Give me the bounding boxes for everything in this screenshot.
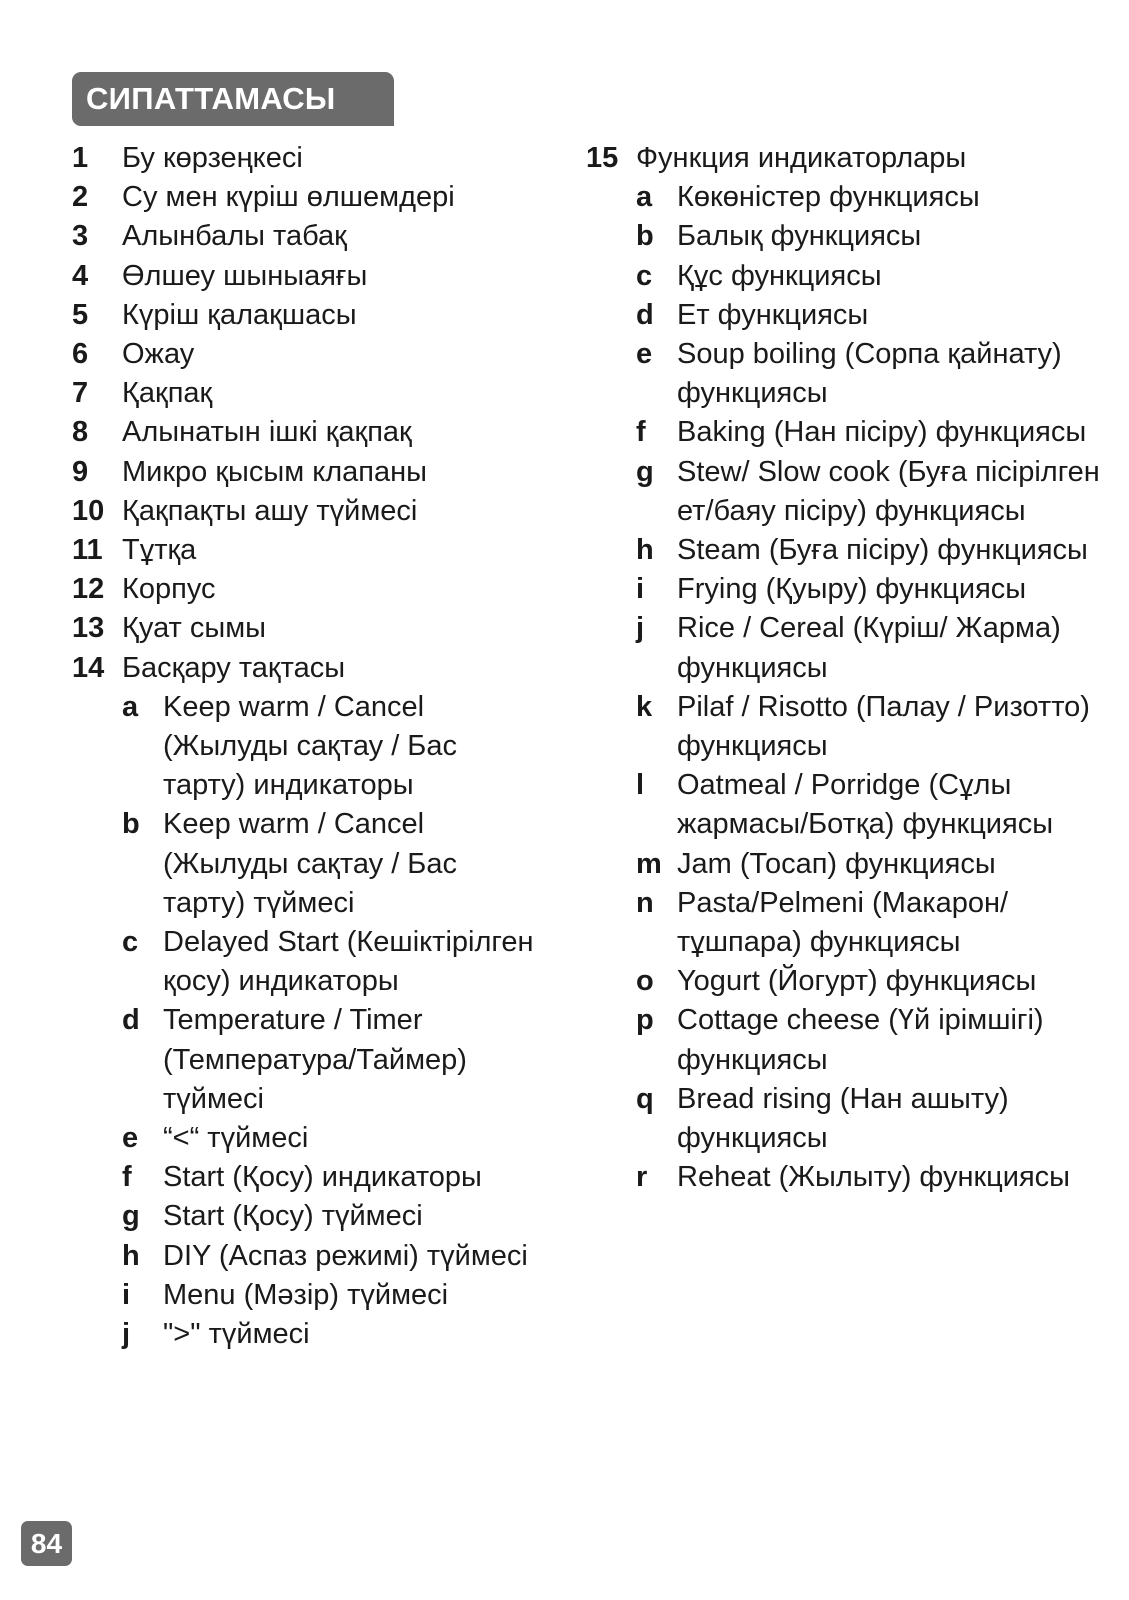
sub-item	[586, 531, 1106, 570]
sub-item-letter: h	[122, 1239, 140, 1272]
sub-item	[586, 1001, 1106, 1079]
item-number: 8	[72, 416, 89, 449]
sub-item-text: Start (Қосу) түймесі	[163, 1200, 423, 1233]
sub-item-letter: g	[122, 1200, 140, 1233]
sub-item	[72, 805, 542, 923]
sub-item-text: Yogurt (Йогурт) функциясы	[677, 965, 1037, 998]
sub-item-text: Menu (Мәзір) түймесі	[163, 1278, 449, 1311]
page-number-badge: 84	[21, 1521, 72, 1566]
sub-item-text: Temperature / Timer (Температура/Таймер) түймесі	[163, 1004, 467, 1115]
sub-item	[72, 1001, 542, 1119]
item-number: 11	[72, 534, 103, 567]
item-text: Микро қысым клапаны	[122, 455, 427, 488]
item-text: Басқару тақтасы	[122, 651, 346, 684]
sub-item-letter: c	[122, 926, 139, 959]
list-item	[72, 178, 542, 217]
sub-item	[586, 688, 1106, 766]
list-item	[72, 335, 542, 374]
item-text: Тұтқа	[122, 534, 197, 567]
sub-item-text: Cottage cheese (Үй ірімшігі) функциясы	[677, 1004, 1044, 1076]
list-item	[72, 649, 542, 688]
sub-item	[586, 766, 1106, 844]
sub-item-letter: f	[636, 416, 646, 449]
sub-item-letter: o	[636, 965, 654, 998]
sub-item	[72, 923, 542, 1001]
item-number: 14	[72, 651, 105, 684]
sub-item-letter: c	[636, 259, 653, 292]
item-number: 2	[72, 181, 89, 214]
sub-item-letter: e	[122, 1122, 139, 1155]
sub-item	[586, 1158, 1106, 1197]
sub-item-text: Құс функциясы	[677, 259, 882, 292]
list-item	[72, 570, 542, 609]
sub-item-letter: k	[636, 690, 653, 723]
item-text: Ожау	[122, 338, 195, 371]
sub-item	[586, 845, 1106, 884]
sub-item	[586, 217, 1106, 256]
item-number: 7	[72, 377, 89, 410]
list-item	[72, 531, 542, 570]
sub-item	[586, 962, 1106, 1001]
sub-item	[586, 453, 1106, 531]
sub-item-text: Frying (Қуыру) функциясы	[677, 573, 1027, 606]
item-text: Күріш қалақшасы	[122, 298, 357, 331]
item-text: Функция индикаторлары	[636, 142, 967, 174]
item-text: Алынбалы табақ	[122, 220, 347, 253]
sub-item-text: Көкөністер функциясы	[677, 181, 980, 214]
sub-item-text: Rice / Cereal (Күріш/ Жарма) функциясы	[677, 612, 1061, 684]
sub-item-letter: q	[636, 1082, 654, 1115]
sub-item	[586, 570, 1106, 609]
sub-item-letter: j	[636, 612, 645, 645]
sub-item-text: “<“ түймесі	[163, 1122, 309, 1155]
sub-item-text: Балық функциясы	[677, 220, 922, 253]
sub-item-text: Bread rising (Нан ашыту) функциясы	[677, 1082, 1009, 1155]
sub-item	[586, 296, 1106, 335]
sub-item	[72, 1237, 542, 1276]
sub-item-letter: d	[122, 1004, 140, 1037]
list-item	[72, 257, 542, 296]
sub-item-letter: b	[636, 220, 654, 253]
item-number: 6	[72, 338, 89, 371]
sub-item-text: Ет функциясы	[677, 298, 869, 331]
sub-item	[586, 884, 1106, 962]
sub-item-text: Stew/ Slow cook (Буға пісірілген ет/баяу пісіру) функциясы	[677, 455, 1100, 527]
sub-item-letter: d	[636, 298, 654, 331]
sub-item	[586, 413, 1106, 452]
item-number: 10	[72, 494, 105, 527]
item-text: Қақпақ	[122, 377, 213, 410]
sub-item-letter: m	[636, 847, 662, 880]
list-item	[72, 374, 542, 413]
item-number: 3	[72, 220, 89, 253]
sub-item	[586, 335, 1106, 413]
sub-item	[72, 1158, 542, 1197]
item-number: 4	[72, 259, 89, 292]
sub-item	[586, 257, 1106, 296]
right-column	[586, 139, 1106, 1197]
sub-item-text: ">" түймесі	[163, 1318, 310, 1351]
sub-item-text: Soup boiling (Сорпа қайнату) функциясы	[677, 338, 1062, 410]
sub-item	[72, 1119, 542, 1158]
sub-item-text: Reheat (Жылыту) функциясы	[677, 1161, 1071, 1194]
item-number: 5	[72, 298, 89, 331]
sub-item-text: Keep warm / Cancel (Жылуды сақтау / Бас тарту) түймесі	[163, 808, 457, 919]
sub-item-letter: j	[122, 1318, 131, 1351]
sub-item-letter: i	[636, 573, 645, 606]
sub-item-letter: g	[636, 455, 654, 488]
sub-item-text: Keep warm / Cancel (Жылуды сақтау / Бас тарту) индикаторы	[163, 690, 457, 802]
item-number: 1	[72, 142, 89, 174]
item-text: Қуат сымы	[122, 612, 267, 645]
sub-item-letter: n	[636, 886, 654, 919]
item-number: 15	[586, 142, 619, 174]
sub-item-letter: i	[122, 1278, 131, 1311]
list-item	[586, 139, 1106, 178]
item-text: Бу көрзеңкесі	[122, 142, 303, 174]
item-text: Су мен күріш өлшемдері	[122, 181, 455, 214]
sub-item-text: Pasta/Pelmeni (Макарон/ тұшпара) функциясы	[677, 886, 1009, 959]
sub-item-text: Jam (Тосап) функциясы	[677, 847, 996, 880]
sub-item-text: DIY (Аспаз режимі) түймесі	[163, 1239, 528, 1272]
sub-item-text: Steam (Буға пісіру) функциясы	[677, 534, 1088, 567]
sub-item	[72, 688, 542, 806]
sub-item-letter: p	[636, 1004, 654, 1037]
sub-item-letter: f	[122, 1161, 132, 1194]
sub-item-letter: h	[636, 534, 654, 567]
sub-item-text: Baking (Нан пісіру) функциясы	[677, 416, 1087, 449]
item-text: Алынатын ішкі қақпақ	[122, 416, 412, 449]
sub-item-text: Start (Қосу) индикаторы	[163, 1161, 482, 1194]
list-item	[72, 413, 542, 452]
left-column	[72, 139, 542, 1354]
sub-item	[72, 1315, 542, 1354]
sub-item-letter: b	[122, 808, 140, 841]
item-text: Қақпақты ашу түймесі	[122, 494, 418, 527]
sub-item-letter: a	[636, 181, 653, 214]
list-item	[72, 492, 542, 531]
sub-item-text: Oatmeal / Porridge (Сұлы жармасы/Ботқа) функциясы	[677, 769, 1054, 841]
sub-item-letter: r	[636, 1161, 648, 1194]
list-item	[72, 217, 542, 256]
sub-item-text: Delayed Start (Кешіктірілген қосу) индикаторы	[163, 926, 534, 998]
item-text: Корпус	[122, 573, 216, 606]
sub-item	[72, 1197, 542, 1236]
item-number: 13	[72, 612, 105, 645]
item-text: Өлшеу шыныаяғы	[122, 259, 368, 292]
sub-item-letter: a	[122, 690, 139, 723]
list-item	[72, 139, 542, 178]
sub-item	[72, 1276, 542, 1315]
sub-item	[586, 609, 1106, 687]
sub-item	[586, 1080, 1106, 1158]
section-title: СИПАТТАМАСЫ	[72, 72, 394, 126]
list-item	[72, 453, 542, 492]
item-number: 9	[72, 455, 89, 488]
sub-item-text: Pilaf / Risotto (Палау / Ризотто) функциясы	[677, 690, 1090, 763]
list-item	[72, 296, 542, 335]
list-item	[72, 609, 542, 648]
sub-item-letter: e	[636, 338, 653, 371]
sub-item-letter: l	[636, 769, 645, 802]
item-number: 12	[72, 573, 105, 606]
sub-item	[586, 178, 1106, 217]
